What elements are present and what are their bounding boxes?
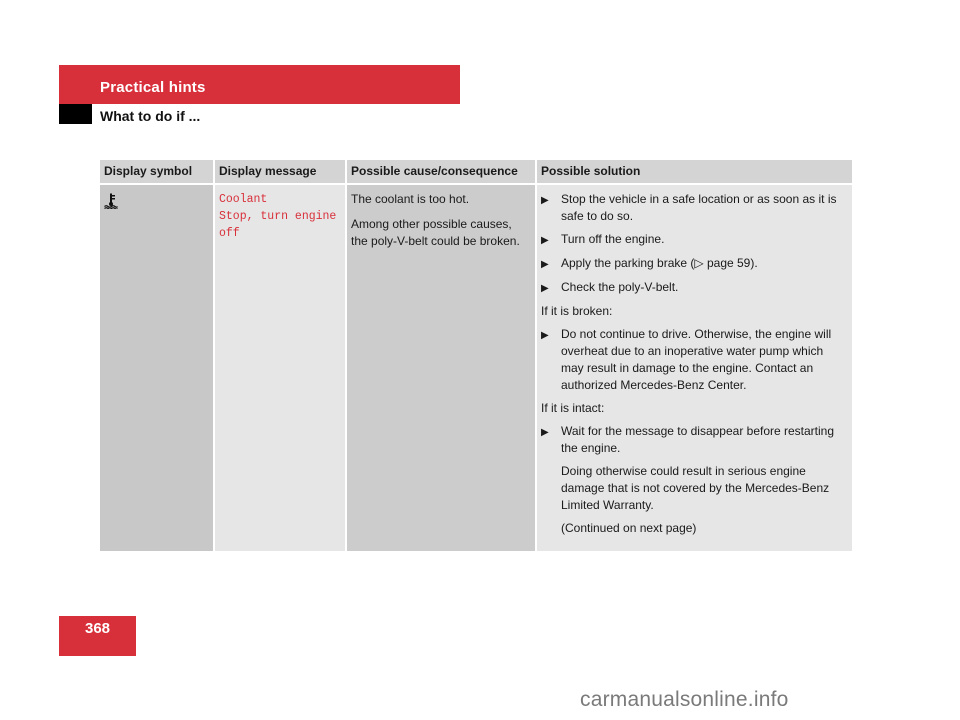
bullet-arrow-icon: ▶ (541, 195, 549, 206)
cause-text: The coolant is too hot. (351, 192, 470, 206)
display-message-line: Stop, turn engine (219, 210, 337, 223)
header-marker (59, 104, 92, 124)
solution-step (541, 279, 848, 297)
section-title: Practical hints (100, 79, 206, 96)
solution-text: Stop the vehicle in a safe location or as soon as it is safe to do so. (561, 192, 837, 223)
cause-text: Among other possible causes, the poly-V-belt could be broken. (351, 217, 520, 248)
table-row (100, 184, 852, 551)
solution-step (541, 191, 848, 225)
column-header: Display symbol (100, 160, 214, 184)
cause-cell (346, 184, 536, 551)
bullet-arrow-icon: ▶ (541, 235, 549, 246)
solution-condition: If it is intact: (541, 401, 605, 415)
solution-text: Apply the parking brake (▷ page 59). (561, 256, 758, 270)
solution-cell (536, 184, 852, 551)
display-message-line: off (219, 227, 240, 240)
page-number-box (59, 616, 136, 656)
solution-text: Check the poly-V-belt. (561, 280, 679, 294)
solution-text: Do not continue to drive. Otherwise, the engine will overheat due to an inoperative water pump which may result in damage to the engine. Contact an authorized Mercedes-Benz Center. (561, 327, 832, 392)
coolant-temperature-icon (104, 193, 118, 209)
bullet-arrow-icon: ▶ (541, 259, 549, 270)
solution-step (541, 423, 848, 457)
info-table (100, 160, 852, 551)
bullet-arrow-icon: ▶ (541, 330, 549, 341)
subsection-title: What to do if ... (100, 108, 201, 124)
solution-text: Wait for the message to disappear before restarting the engine. (561, 424, 835, 455)
solution-step (541, 326, 848, 394)
solution-condition: If it is broken: (541, 304, 613, 318)
watermark: carmanualsonline.info (580, 688, 789, 711)
table-header-row (100, 160, 852, 184)
display-message-cell (214, 184, 346, 551)
solution-text: Turn off the engine. (561, 232, 665, 246)
solution-step (541, 255, 848, 273)
display-symbol-cell (100, 184, 214, 551)
display-message-line: Coolant (219, 193, 268, 206)
bullet-arrow-icon: ▶ (541, 283, 549, 294)
column-header: Display message (214, 160, 346, 184)
page-number: 368 (84, 620, 111, 637)
solution-note: Doing otherwise could result in serious engine damage that is not covered by the Mercedes-Benz Limited Warranty. (561, 464, 830, 512)
continued-note: (Continued on next page) (561, 521, 697, 535)
column-header: Possible cause/consequence (346, 160, 536, 184)
column-header: Possible solution (536, 160, 852, 184)
solution-step (541, 231, 848, 249)
bullet-arrow-icon: ▶ (541, 427, 549, 438)
